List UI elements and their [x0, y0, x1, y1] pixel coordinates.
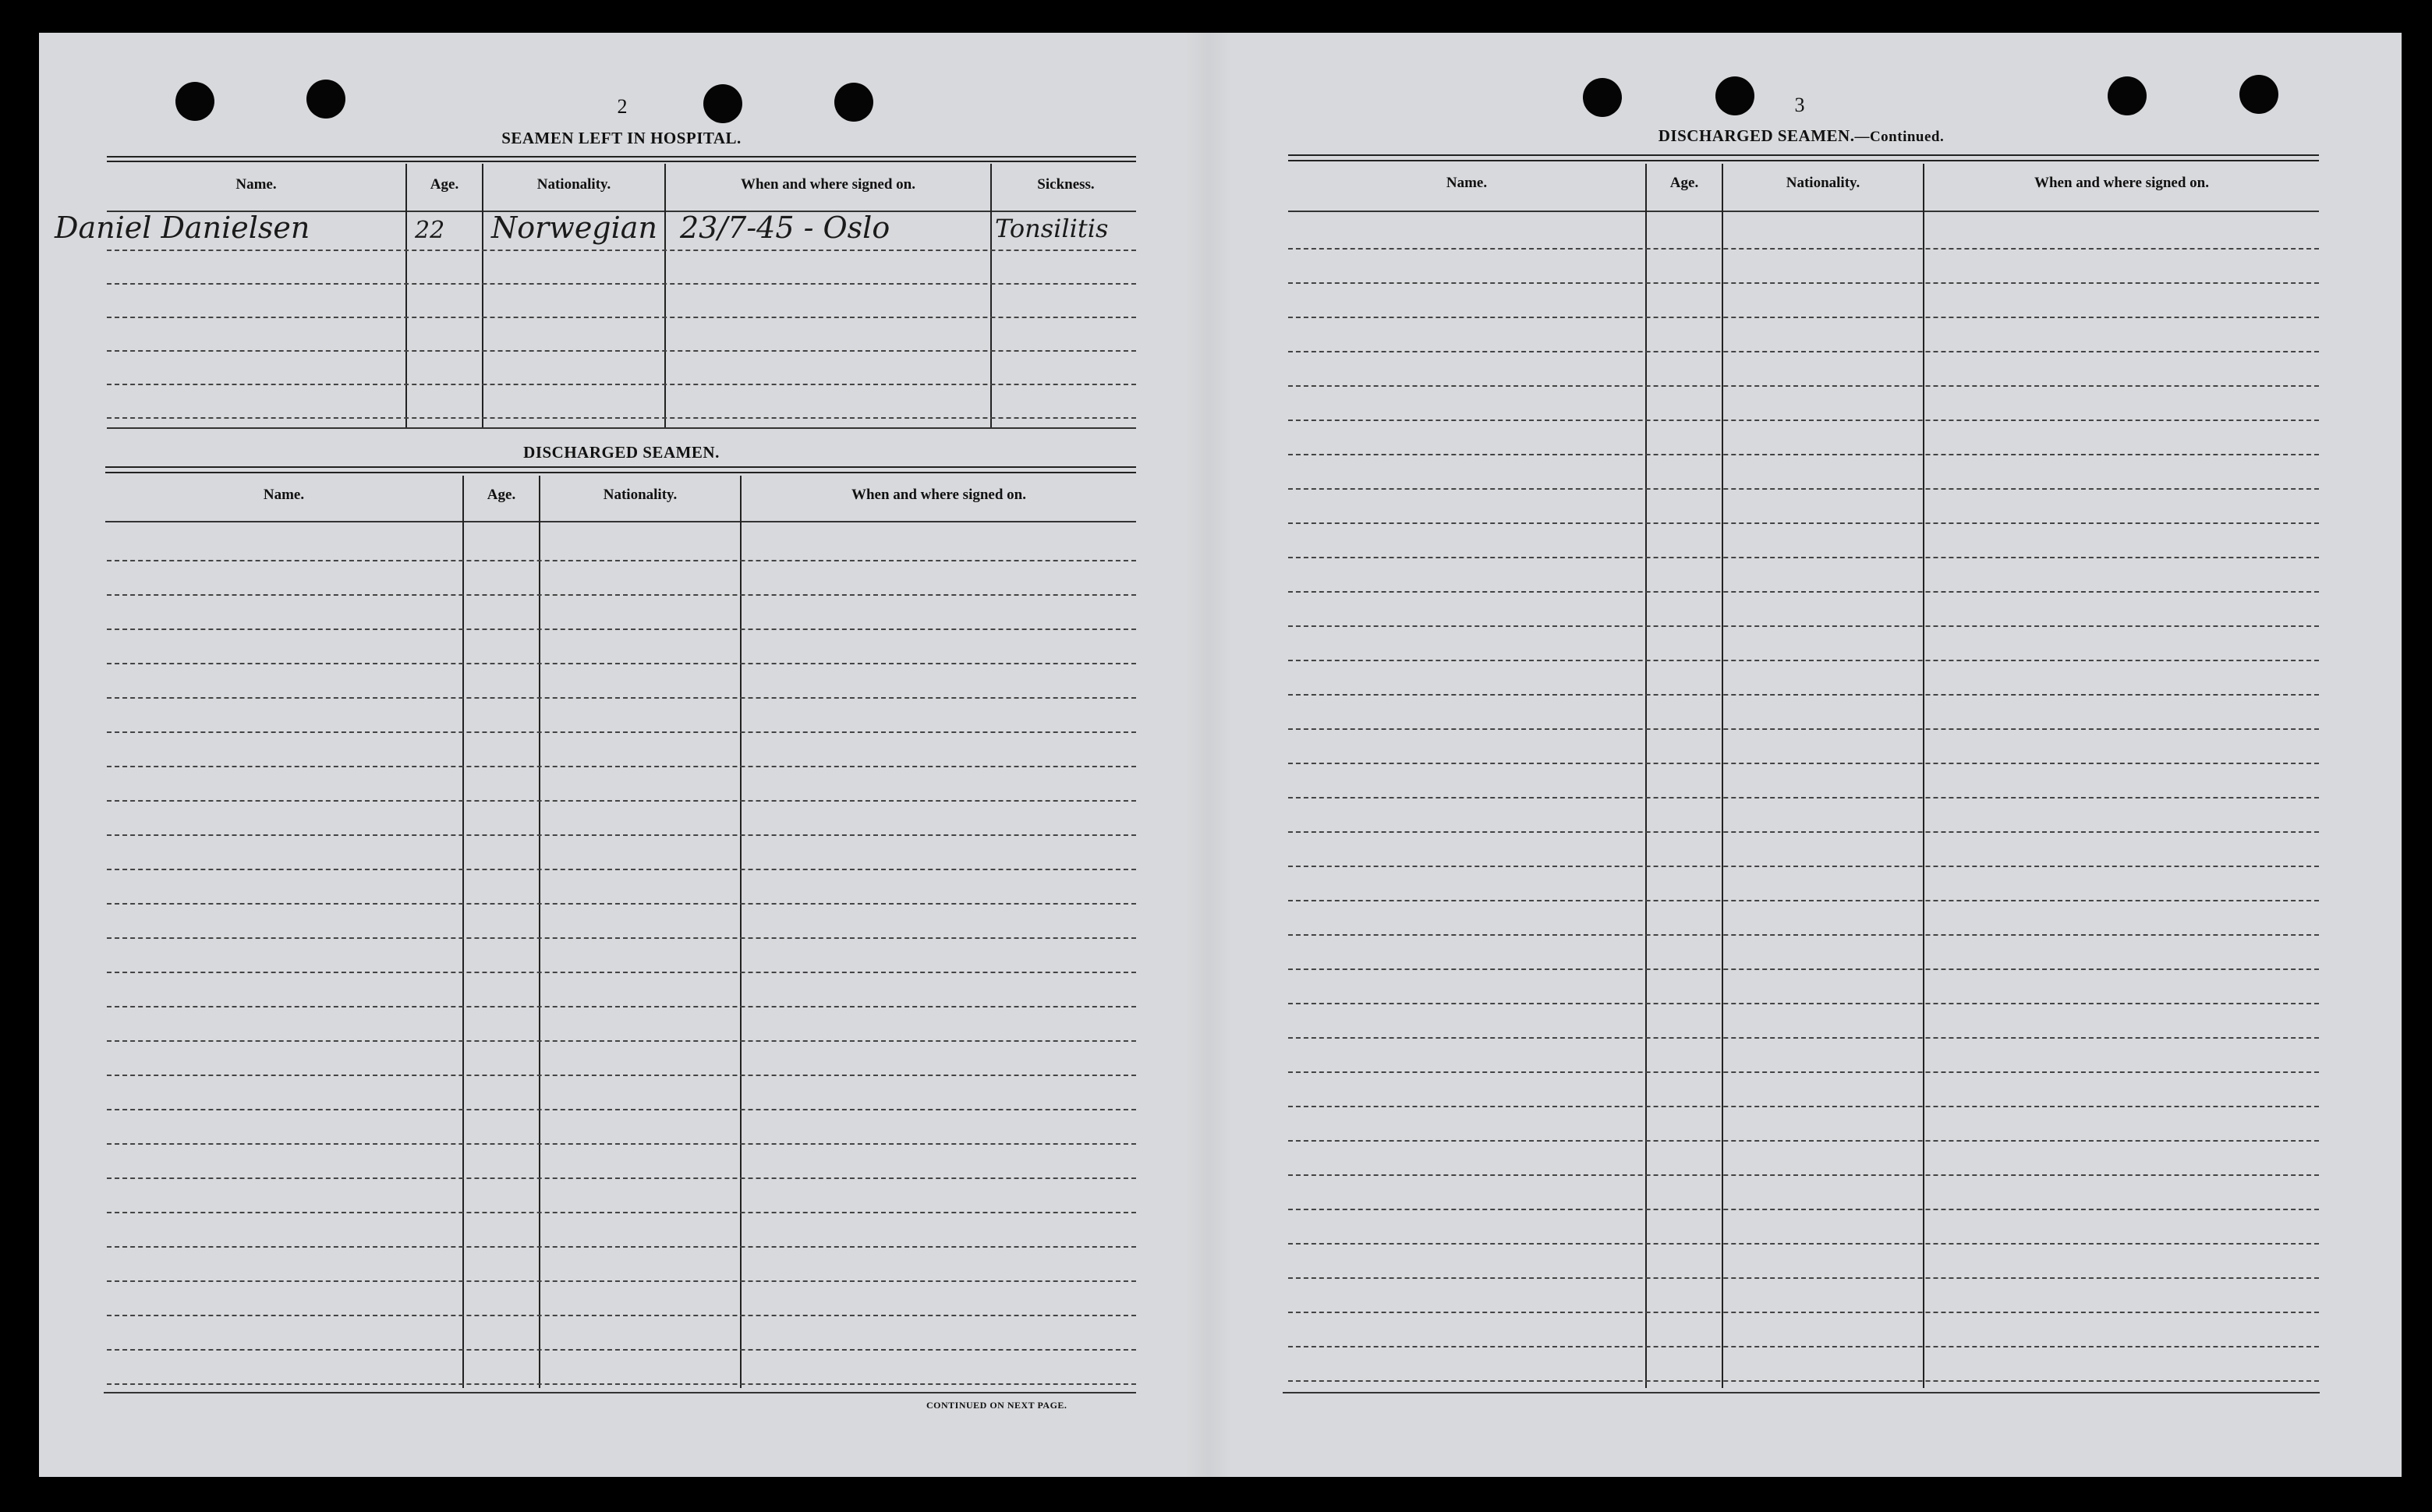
punch-hole	[175, 82, 214, 121]
row-line	[107, 1280, 1136, 1282]
col-header-nationality: Nationality.	[536, 176, 611, 193]
row-line	[1288, 1312, 2319, 1313]
row-line	[1288, 1346, 2319, 1347]
column-divider	[462, 476, 464, 1388]
row-line	[1288, 248, 2319, 250]
section-rule	[1288, 160, 2319, 161]
header-underline	[1288, 211, 2319, 212]
row-line	[1288, 866, 2319, 867]
col-header-age: Age.	[430, 176, 459, 193]
row-line	[107, 1040, 1136, 1042]
row-line	[1288, 282, 2319, 284]
row-line	[107, 250, 1136, 251]
row-line	[107, 1383, 1136, 1385]
column-divider	[740, 476, 742, 1388]
handwritten-age: 22	[415, 217, 445, 244]
col-header-signed-on: When and where signed on.	[851, 487, 1026, 503]
row-line	[107, 1006, 1136, 1007]
column-divider	[990, 164, 992, 429]
column-divider	[539, 476, 540, 1388]
row-line	[107, 283, 1136, 285]
table-bottom-rule	[104, 1392, 1136, 1393]
row-line	[107, 731, 1136, 733]
row-line	[107, 766, 1136, 767]
handwritten-name: Daniel Danielsen	[55, 211, 310, 245]
page-fold	[1185, 33, 1232, 1477]
row-line	[107, 317, 1136, 318]
row-line	[107, 834, 1136, 836]
col-header-signed-on: When and where signed on.	[740, 176, 915, 193]
table-bottom-rule	[1283, 1392, 2320, 1393]
row-line	[1288, 1140, 2319, 1142]
row-line	[1288, 591, 2319, 593]
row-line	[107, 972, 1136, 973]
section-rule	[107, 156, 1136, 158]
handwritten-nationality: Norwegian	[491, 211, 657, 245]
row-line	[1288, 317, 2319, 318]
row-line	[107, 1315, 1136, 1316]
row-line	[1288, 1106, 2319, 1107]
col-header-nationality: Nationality.	[603, 487, 678, 503]
row-line	[1288, 1209, 2319, 1210]
row-line	[1288, 1243, 2319, 1245]
row-line	[1288, 694, 2319, 696]
row-line	[1288, 625, 2319, 627]
col-header-name: Name.	[263, 487, 305, 503]
row-line	[107, 629, 1136, 630]
row-line	[1288, 1174, 2319, 1176]
row-line	[1288, 1380, 2319, 1382]
discharged-continued-title	[1659, 126, 1944, 146]
row-line	[1288, 1003, 2319, 1004]
punch-hole	[2108, 76, 2147, 115]
row-line	[107, 697, 1136, 699]
col-header-name: Name.	[235, 176, 277, 193]
col-header-signed-on: When and where signed on.	[2034, 175, 2209, 191]
row-line	[107, 1177, 1136, 1179]
row-line	[107, 1075, 1136, 1076]
column-divider	[482, 164, 483, 429]
row-line	[1288, 763, 2319, 764]
row-line	[107, 384, 1136, 385]
hospital-section-title: SEAMEN LEFT IN HOSPITAL.	[501, 129, 742, 147]
row-line	[1288, 968, 2319, 970]
row-line	[107, 417, 1136, 419]
row-line	[107, 560, 1136, 561]
row-line	[1288, 900, 2319, 901]
table-bottom-rule	[107, 427, 1136, 429]
row-line	[107, 350, 1136, 352]
row-line	[107, 869, 1136, 870]
row-line	[1288, 831, 2319, 833]
column-divider	[405, 164, 407, 429]
row-line	[107, 1212, 1136, 1213]
section-rule	[1288, 154, 2319, 156]
col-header-age: Age.	[1669, 175, 1699, 191]
row-line	[107, 1109, 1136, 1110]
section-rule	[107, 161, 1136, 162]
punch-hole	[703, 84, 742, 123]
column-divider	[1645, 164, 1647, 1388]
row-line	[107, 1246, 1136, 1248]
section-rule	[105, 472, 1136, 473]
row-line	[1288, 454, 2319, 455]
row-line	[1288, 934, 2319, 936]
row-line	[1288, 728, 2319, 730]
header-underline	[105, 521, 1136, 522]
discharged-section-title: DISCHARGED SEAMEN.	[523, 443, 720, 462]
row-line	[1288, 797, 2319, 798]
col-header-age: Age.	[487, 487, 516, 503]
col-header-nationality: Nationality.	[1786, 175, 1860, 191]
continued-suffix: —Continued.	[1854, 129, 1945, 145]
punch-hole	[2239, 75, 2278, 114]
row-line	[1288, 488, 2319, 490]
row-line	[1288, 351, 2319, 352]
column-divider	[1722, 164, 1723, 1388]
row-line	[1288, 557, 2319, 558]
col-header-name: Name.	[1446, 175, 1488, 191]
row-line	[1288, 385, 2319, 387]
column-divider	[664, 164, 666, 429]
row-line	[1288, 420, 2319, 421]
punch-hole	[834, 83, 873, 122]
handwritten-signed-on: 23/7-45 - Oslo	[680, 211, 890, 245]
row-line	[107, 903, 1136, 905]
row-line	[1288, 1037, 2319, 1039]
punch-hole	[1583, 78, 1622, 117]
row-line	[107, 937, 1136, 939]
row-line	[107, 1143, 1136, 1145]
discharged-continued-title-main: DISCHARGED SEAMEN.	[1658, 126, 1855, 145]
row-line	[107, 663, 1136, 664]
row-line	[1288, 1071, 2319, 1073]
column-divider	[1923, 164, 1924, 1388]
row-line	[1288, 1277, 2319, 1279]
continued-note: CONTINUED ON NEXT PAGE.	[926, 1400, 1067, 1411]
row-line	[1288, 522, 2319, 524]
row-line	[1288, 660, 2319, 661]
page-number-right: 3	[1794, 94, 1805, 116]
row-line	[107, 594, 1136, 596]
row-line	[107, 1349, 1136, 1351]
punch-hole	[1715, 76, 1754, 115]
row-line	[107, 800, 1136, 802]
col-header-sickness: Sickness.	[1037, 176, 1095, 193]
handwritten-sickness: Tonsilitis	[995, 214, 1109, 243]
page-number-left: 2	[617, 95, 628, 118]
section-rule	[105, 466, 1136, 468]
punch-hole	[306, 80, 345, 119]
